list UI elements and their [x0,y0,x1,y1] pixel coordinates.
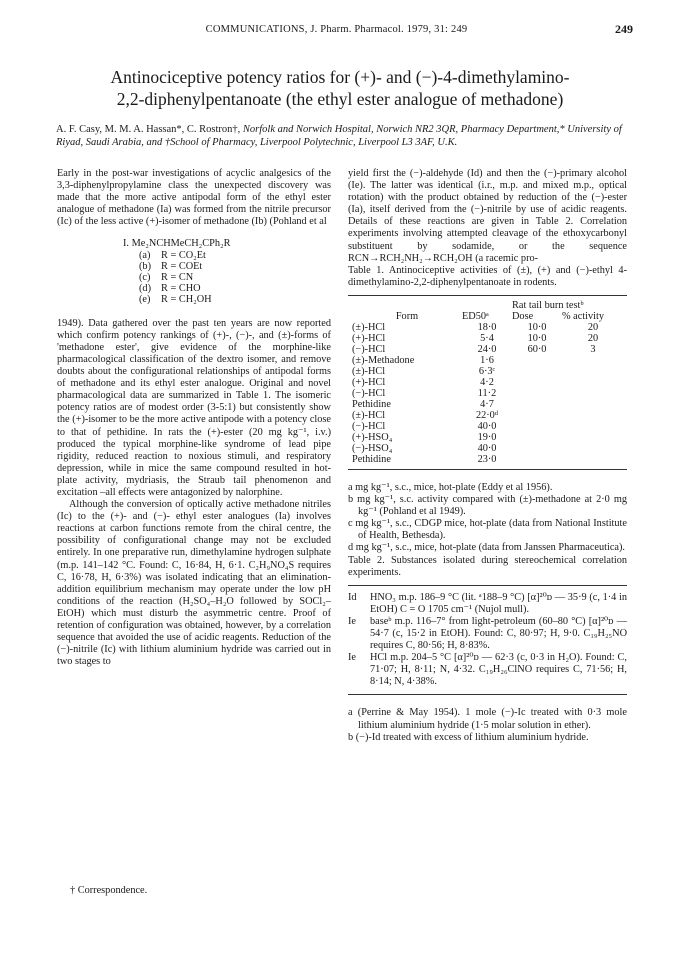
table1-cell-form: Pethidine [352,453,391,465]
table1-cell-ed50: 1·6 [480,354,494,366]
table1-cell-ed50: 24·0 [477,343,497,355]
table1-cell-ed50: 19·0 [477,431,497,443]
left-column [57,168,331,668]
author-block [56,124,626,149]
page-number: 249 [615,22,633,36]
formula-label: (a) [139,249,151,261]
table1-cell-dose [512,355,562,366]
table1-cell-dose [512,432,562,443]
table-row [352,388,624,399]
table1-cell-activity [562,399,624,410]
right-column [348,168,627,744]
table1-cell-activity [562,443,624,454]
table1-cell-form: (+)-HCl [352,332,386,344]
title-line-2: 2,2-diphenylpentanoate (the ethyl ester analogue of methadone) [116,89,564,109]
table1-cell-activity [562,410,624,421]
formula-row [123,294,331,305]
formula-label: (d) [139,283,152,295]
formula-block [123,238,331,305]
table1-caption: Table 1. Antinociceptive activities of (±), (+) and (−)-ethyl 4-dimethylamino-2,2-diphenylpentanoate in rodents. [348,264,627,288]
formula-row [123,283,331,294]
formula-text: R = CO₂Et [161,249,206,261]
table1-cell-dose [512,377,562,388]
table2-row [348,652,627,688]
formula-label: (e) [139,294,151,306]
table-row [352,344,624,355]
table1-cell-ed50: 4·7 [480,398,494,410]
table-row [352,421,624,432]
formula-text: R = CHO [161,283,201,295]
table1-cell-ed50: 23·0 [477,453,497,465]
formula-head: I. Me₂NCHMeCH₂CPh₂R [123,238,231,250]
title-line-1: Antinociceptive potency ratios for (+)- and (−)-4-dimethylamino- [110,67,570,87]
table1-cell-dose: 10·0 [527,332,547,344]
table1-cell-dose [512,443,562,454]
table1 [352,300,624,465]
table1-cell-dose [512,454,562,465]
table2-caption: Table 2. Substances isolated during stereochemical correlation experiments. [348,554,627,578]
table-row [352,355,624,366]
table1-cell-ed50: 40·0 [477,420,497,432]
table1-cell-form: Pethidine [352,398,391,410]
table1-cell-form: (±)-HCl [352,409,386,421]
table2-compound-data: HNO₃ m.p. 186–9 °C (lit. ᵃ188–9 °C) [α]²⁰ᴅ — 35·9 (c, 1·4 in EtOH) C = O 1705 cm⁻¹ (Nujol mull). [370,591,627,615]
table1-cell-dose [512,388,562,399]
formula-label: (b) [139,260,152,272]
table1-col-group: Rat tail burn testᵇ [512,299,584,311]
table2 [348,592,627,689]
table1-cell-ed50: 4·2 [480,376,494,388]
table-row [352,454,624,465]
table-row [352,322,624,333]
table1-col-ed50: ED50ᵃ [462,310,489,322]
table-row [352,399,624,410]
formula-row [123,250,331,261]
table-rule [348,694,627,695]
table1-cell-activity: 20 [587,321,599,333]
running-head: COMMUNICATIONS, J. Pharm. Pharmacol. 1979, 31: 249 [205,24,468,35]
body-paragraph: Although the conversion of optically active methadone nitriles (Ic) to the (+)- and (−)- ethyl ester analogues (Ia) involves reactions at carbon functions remote from the chiral centre, the possibility of configurational change may not be excluded entirely. In one preparative run, dimethylamine hydrogen sulphate (m.p. 141–142 °C. Found: C, 16·84, H, 6·1. C₂H₉NO₄S requires C, 16·78, H, 6·3%) was isolated indicating that an elimination-addition equilibrium mechanism may operate under the low pH conditions of the reaction (H₂SO₄–H₂O followed by SOCl₂–EtOH) which must disturb the asymmetric centre. Proof of retention of configuration was obtained, however, by a correlation sequence that avoided the use of acidic reagents. Reduction of the (−)-nitrile (Ic) with lithium aluminium hydride was carried out in two stages to [57,499,331,668]
table-row [352,377,624,388]
table2-notes [348,707,627,743]
table2-compound-data: HCl m.p. 204–5 °C [α]²⁰ᴅ — 62·3 (c, 0·3 in H₂O). Found: C, 71·07; H, 8·11; N, 4·32. C₁₉H₂₆ClNO requires C, 71·56; H, 8·14; N, 4·38%. [370,652,627,688]
table1-cell-activity [562,388,624,399]
article-title [50,66,630,110]
table1-cell-ed50: 11·2 [477,387,497,399]
body-paragraph: yield first the (−)-aldehyde (Id) and then the (−)-primary alcohol (Ie). The latter was identical (i.r., m.p. and mixed m.p., optical rotation) with the product obtained by reduction of the (−)-ester (Ia), itself derived from the (−)-nitrile by use of acidic reagents. Details of these reactions are given in Table 2. Correlation experiments involving attempted cleavage of the ethoxycarbonyl substituent by sodamide, or the sequence RCN→RCH₂NH₂→RCH₂OH (a racemic pro- [348,168,627,264]
table1-cell-activity: 20 [587,332,599,344]
table2-row [348,592,627,616]
table-footnote: b (−)-Id treated with excess of lithium aluminium hydride. [348,731,589,743]
body-paragraph: 1949). Data gathered over the past ten years are now reported which confirm potency rankings of (+)-, (−)-, and (±)-forms of 'methadone ester', give evidence of the morphine-like pharmacological classification of the dextro isomer, and remove doubts about the configurational relationships of antipodal forms of methadone and its ethyl ester analogue. Original and novel pharmacological data are summarized in Table 1. The isomeric potency ratios are of modest order (3-5:1) but consistently show the (+)-isomer to be the more active antipode with a potency close to that of pethidine. In rats the (+)-ester (20 mg kg⁻¹, i.v.) produced the typical morphine-like syndrome of lead pipe rigidity, reduced reaction to noxious stimuli, and respiratory depression, while in mice the same compound resulted in hot-plate activity, mydriasis, the Straub tail phenomenon and excitation –all effects were antagonized by nalorphine. [57,317,331,498]
table-footnote: a mg kg⁻¹, s.c., mice, hot-plate (Eddy et al 1956). [348,481,553,493]
author-names: A. F. Casy, M. M. A. Hassan*, C. Rostron†, [56,124,241,135]
body-paragraph: Early in the post-war investigations of acyclic analgesics of the 3,3-diphenylpropylamine class the unexpected discovery was made that the more active antipodal form of the ethyl ester analogue of methadone (Ia) was formed from the nitrile precursor (Ic) of the less active (+)-isomer of methadone (Ib) (Pohland et al [57,168,331,228]
table1-cell-activity: 3 [590,343,596,355]
table1-col-dose: Dose [512,310,534,322]
table-header-row [352,300,624,311]
table-rule [348,295,627,296]
table-footnote: d mg kg⁻¹, s.c., mice, hot-plate (data from Janssen Pharmaceutica). [348,542,626,554]
table2-compound-id: Id [348,591,357,603]
correspondence-footnote: † Correspondence. [70,885,148,896]
table1-body [352,322,624,465]
table1-cell-ed50: 22·0ᵈ [475,409,499,421]
formula-row [123,261,331,272]
table1-cell-form: (+)-HCl [352,376,386,388]
table1-col-activity: % activity [562,310,605,322]
formula-row [123,272,331,283]
table1-cell-activity [562,355,624,366]
table-row [352,333,624,344]
table1-cell-ed50: 5·4 [480,332,494,344]
table1-cell-dose [512,366,562,377]
table1-cell-activity [562,454,624,465]
formula-text: R = CH₂OH [161,294,212,306]
table1-cell-ed50: 40·0 [477,442,497,454]
formula-text: R = COEt [161,260,203,272]
table2-compound-id: Ie [348,615,356,627]
table1-cell-form: (±)-HCl [352,365,386,377]
table1-cell-form: (−)-HCl [352,343,386,355]
table1-cell-form: (±)-HCl [352,321,386,333]
table-row [352,432,624,443]
table1-cell-ed50: 18·0 [477,321,497,333]
table1-cell-dose [512,399,562,410]
table2-compound-id: Ie [348,652,356,664]
table1-cell-dose: 10·0 [527,321,547,333]
table1-cell-dose [512,421,562,432]
table1-cell-form: (−)-HSO₄ [352,442,393,454]
table2-row [348,616,627,652]
table-rule [348,469,627,470]
table-row [352,366,624,377]
table1-cell-form: (−)-HCl [352,420,386,432]
table-header-row [352,311,624,322]
table1-cell-activity [562,377,624,388]
table1-cell-activity [562,421,624,432]
table1-cell-activity [562,366,624,377]
table-row [352,410,624,421]
formula-label: (c) [139,272,151,284]
table-rule [348,585,627,586]
table1-cell-dose: 60·0 [527,343,547,355]
table-footnote: c mg kg⁻¹, s.c., CDGP mice, hot-plate (data from National Institute of Health, Bethesda). [348,518,627,542]
table1-col-form: Form [395,310,419,322]
table1-cell-activity [562,432,624,443]
table1-cell-form: (±)-Methadone [352,354,415,366]
table1-notes [348,482,627,555]
author-affiliations: Norfolk and Norwich Hospital, Norwich NR2 3QR, Pharmacy Department,* University of Riyad, Saudi Arabia, and †School of Pharmacy, Liverpool Polytechnic, Liverpool L3 3AF, U.K. [56,124,622,148]
table2-compound-data: baseᵇ m.p. 116–7° from light-petroleum (60–80 °C) [α]²⁰ᴅ — 54·7 (c, 15·2 in EtOH). Found: C, 80·97; H, 9·0. C₁₉H₂₅NO requires C, 80·56; H, 8·83%. [370,615,627,652]
table1-cell-form: (−)-HCl [352,387,386,399]
table-row [352,443,624,454]
table-footnote: b mg kg⁻¹, s.c. activity compared with (±)-methadone at 2·0 mg kg⁻¹ (Pohland et al 1949). [348,494,627,518]
table1-cell-form: (+)-HSO₄ [352,431,393,443]
table1-cell-ed50: 6·3ᶜ [478,365,496,377]
formula-text: R = CN [161,272,194,284]
table-footnote: a (Perrine & May 1954). 1 mole (−)-Ic treated with 0·3 mole lithium aluminium hydride (1·5 molar solution in ether). [348,707,627,731]
table1-cell-dose [512,410,562,421]
